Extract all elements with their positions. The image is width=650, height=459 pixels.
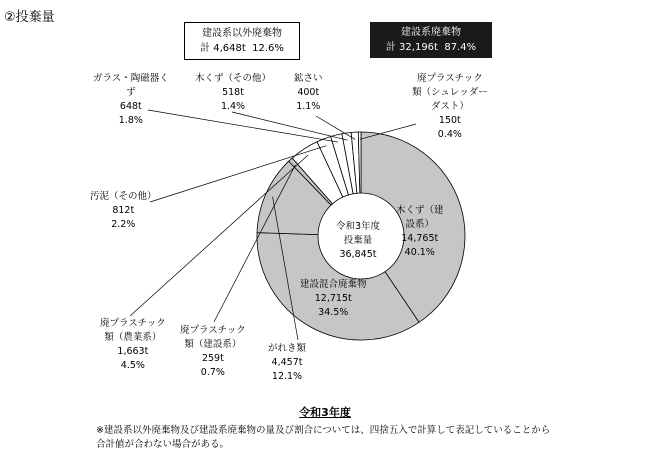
center-year: 令和3年度 bbox=[335, 221, 381, 232]
chart-title: 令和3年度 bbox=[299, 406, 351, 419]
slice-label-sludge-other bbox=[90, 190, 157, 232]
slice-percent: 40.1% bbox=[404, 247, 435, 258]
slice-label-plastic-shredder bbox=[412, 72, 488, 142]
slice-amount: 518t bbox=[222, 87, 244, 98]
group-amount: 計 4,648t bbox=[200, 43, 246, 54]
slice-amount: 812t bbox=[112, 205, 135, 216]
group-share: 87.4% bbox=[444, 42, 477, 53]
slice-label-line: 類（シュレッダー bbox=[412, 87, 488, 98]
group-amount: 計 32,196t bbox=[385, 42, 438, 53]
group-name: 建設系以外廃棄物 bbox=[202, 28, 282, 39]
slice-label-line: 廃プラスチック bbox=[416, 73, 483, 84]
slice-label-line: 汚泥（その他） bbox=[90, 191, 157, 202]
slice-percent: 34.5% bbox=[318, 307, 349, 318]
slice-amount: 150t bbox=[438, 115, 461, 126]
slice-label-line: 鉱さい bbox=[294, 73, 323, 84]
slice-percent: 1.1% bbox=[296, 101, 321, 112]
slice-percent: 2.2% bbox=[111, 219, 136, 230]
slice-label-line: 木くず（建 bbox=[396, 205, 444, 216]
slice-label-wood-construction bbox=[396, 204, 444, 260]
slice-label-wood-other bbox=[195, 72, 271, 114]
slice-amount: 648t bbox=[119, 101, 142, 112]
slice-label-line: ガラス・陶磁器く bbox=[93, 73, 169, 84]
slice-amount: 14,765t bbox=[401, 233, 439, 244]
slice-label-line: 建設混合廃棄物 bbox=[300, 279, 367, 290]
slice-amount: 259t bbox=[201, 353, 224, 364]
group-name: 建設系廃棄物 bbox=[401, 27, 461, 38]
slice-label-line: 廃プラスチック bbox=[100, 318, 166, 329]
slice-amount: 1,663t bbox=[117, 346, 149, 357]
footnote bbox=[96, 424, 550, 452]
slice-percent: 4.5% bbox=[120, 360, 145, 371]
slice-label-line: 木くず（その他） bbox=[195, 73, 272, 84]
slice-label-line: 類（農業系） bbox=[104, 332, 162, 343]
slice-amount: 400t bbox=[297, 87, 320, 98]
slice-amount: 4,457t bbox=[271, 357, 303, 368]
slice-label-line: 廃プラスチック bbox=[180, 325, 246, 336]
slice-percent: 0.4% bbox=[437, 129, 462, 140]
center-total: 36,845t bbox=[339, 249, 377, 260]
center-title: 投棄量 bbox=[343, 235, 373, 246]
slice-label-slag bbox=[294, 72, 323, 114]
slice-label-plastic-construction bbox=[180, 324, 246, 380]
slice-percent: 0.7% bbox=[200, 367, 225, 378]
slice-label-glass-ceramic bbox=[93, 72, 169, 128]
slice-label-line: 類（建設系） bbox=[184, 339, 242, 350]
slice-percent: 12.1% bbox=[271, 371, 303, 382]
slice-label-line: がれき類 bbox=[268, 343, 307, 354]
section-title: ②投棄量 bbox=[4, 10, 55, 25]
slice-label-rubble bbox=[268, 342, 306, 384]
slice-label-line: 設系） bbox=[405, 219, 435, 230]
slice-amount: 12,715t bbox=[314, 293, 352, 304]
slice-label-mixed-construction bbox=[300, 278, 367, 320]
donut-center-label bbox=[315, 220, 401, 262]
slice-label-line: ダスト） bbox=[430, 101, 469, 112]
slice-percent: 1.8% bbox=[118, 115, 143, 126]
slice-label-plastic-agri bbox=[100, 317, 166, 373]
slice-percent: 1.4% bbox=[220, 101, 246, 112]
group-share: 12.6% bbox=[252, 43, 284, 54]
leader-line-wood-other bbox=[232, 112, 348, 140]
slice-label-line: ず bbox=[126, 87, 136, 98]
footnote-line: ※建設系以外廃棄物及び建設系廃棄物の量及び割合については、四捨五入で計算して表記していることから bbox=[96, 425, 551, 436]
footnote-line: 合計値が合わない場合がある。 bbox=[96, 439, 230, 450]
